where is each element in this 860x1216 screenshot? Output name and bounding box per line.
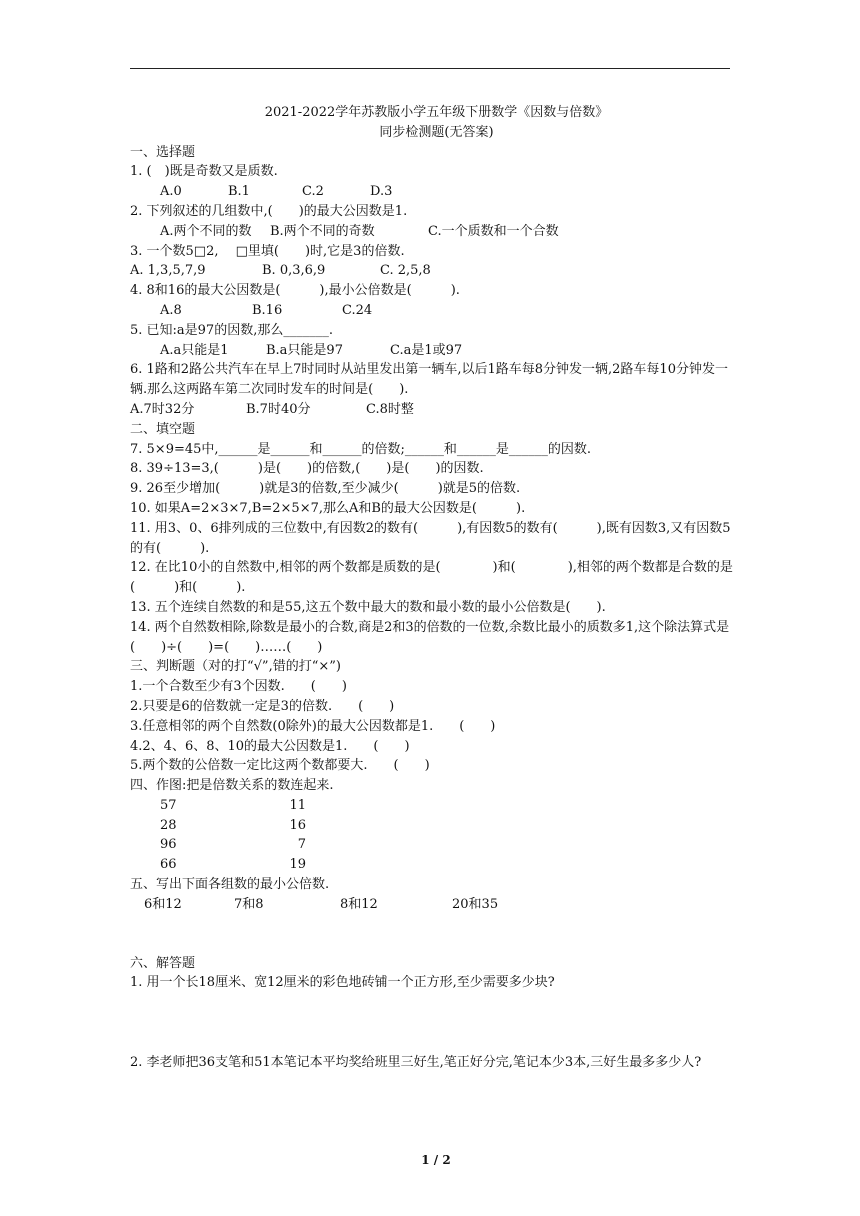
question-2: 2. 下列叙述的几组数中,( )的最大公因数是1.: [130, 203, 408, 219]
right-number: 7: [297, 837, 306, 853]
option: A. 1,3,5,7,9: [130, 263, 206, 279]
title-line-2: 同步检测题(无答案): [379, 124, 494, 140]
option: B.1: [228, 184, 250, 200]
judge-item: 1.一个合数至少有3个因数. ( ): [130, 679, 347, 695]
section-heading-lcm: 五、写出下面各组数的最小公倍数.: [130, 877, 330, 893]
section-heading-fill: 二、填空题: [130, 421, 196, 437]
lcm-group: 8和12: [340, 896, 378, 912]
question-4-options: [130, 301, 735, 321]
option: B. 0,3,6,9: [262, 263, 326, 279]
solve-question-2: 2. 李老师把36支笔和51本笔记本平均奖给班里三好生,笔正好分完,笔记本少3本,三好生最多多少人?: [130, 1055, 702, 1071]
right-number: 16: [289, 817, 306, 833]
document-body: [130, 103, 735, 1073]
question-5-options: [130, 341, 735, 361]
lcm-group: 7和8: [234, 896, 264, 912]
number-pair: [130, 835, 735, 855]
option: A.a只能是1: [160, 342, 229, 358]
solve-question-1: 1. 用一个长18厘米、宽12厘米的彩色地砖铺一个正方形,至少需要多少块?: [130, 975, 555, 991]
left-number: 96: [160, 837, 177, 853]
question-14: 14. 两个自然数相除,除数是最小的合数,商是2和3的倍数的一位数,余数比最小的质数多1,这个除法算式是 ( )÷( )=( )……( ): [130, 619, 730, 655]
section-heading-judge: 三、判断题（对的打“√”,错的打“×”): [130, 659, 341, 675]
question-13: 13. 五个连续自然数的和是55,这五个数中最大的数和最小数的最小公倍数是( ).: [130, 599, 606, 615]
left-number: 57: [160, 797, 177, 813]
option: D.3: [370, 184, 393, 200]
option: C.2: [302, 184, 324, 200]
judge-item: 2.只要是6的倍数就一定是3的倍数. ( ): [130, 698, 395, 714]
question-4: 4. 8和16的最大公因数是( ),最小公倍数是( ).: [130, 283, 460, 299]
number-pair: [130, 855, 735, 875]
question-3: 3. 一个数5□2, □里填( )时,它是3的倍数.: [130, 243, 405, 259]
question-6-options: [130, 400, 735, 420]
option: A.7时32分: [130, 401, 195, 417]
lcm-group: 20和35: [452, 896, 499, 912]
judge-item: 3.任意相邻的两个自然数(0除外)的最大公因数都是1. ( ): [130, 718, 496, 734]
section-heading-draw: 四、作图:把是倍数关系的数连起来.: [130, 778, 334, 794]
option: A.两个不同的数: [160, 223, 252, 239]
right-number: 19: [289, 857, 306, 873]
section-heading-choice: 一、选择题: [130, 144, 196, 160]
option: C.一个质数和一个合数: [428, 223, 559, 239]
question-2-options: [130, 222, 735, 242]
question-11: 11. 用3、0、6排列成的三位数中,有因数2的数有( ),有因数5的数有( ),既有因数3,又有因数5的有( ).: [130, 520, 731, 556]
option: A.8: [160, 302, 182, 318]
question-1-options: [130, 182, 735, 202]
option: B.7时40分: [246, 401, 311, 417]
lcm-group: 6和12: [144, 896, 182, 912]
header-rule: [130, 68, 730, 69]
option: C. 2,5,8: [380, 263, 431, 279]
left-number: 28: [160, 817, 177, 833]
option: B.16: [252, 302, 283, 318]
judge-item: 5.两个数的公倍数一定比这两个数都要大. ( ): [130, 758, 430, 774]
option: C.a是1或97: [390, 342, 463, 358]
option: C.8时整: [366, 401, 414, 417]
left-number: 66: [160, 857, 177, 873]
judge-item: 4.2、4、6、8、10的最大公因数是1. ( ): [130, 738, 410, 754]
page-number: 1 / 2: [421, 1153, 451, 1167]
section-heading-solve: 六、解答题: [130, 955, 196, 971]
number-pair: [130, 796, 735, 816]
question-3-options: [130, 261, 735, 281]
option: A.0: [160, 184, 182, 200]
option: B.a只能是97: [266, 342, 343, 358]
title-line-1: 2021-2022学年苏教版小学五年级下册数学《因数与倍数》: [264, 105, 609, 120]
question-8: 8. 39÷13=3,( )是( )的倍数,( )是( )的因数.: [130, 461, 484, 477]
question-5: 5. 已知:a是97的因数,那么_______.: [130, 322, 333, 338]
question-12: 12. 在比10小的自然数中,相邻的两个数都是质数的是( )和( ),相邻的两个数都是合数的是( )和( ).: [130, 560, 733, 596]
question-6: 6. 1路和2路公共汽车在早上7时同时从站里发出第一辆车,以后1路车每8分钟发一辆,2路车每10分钟发一辆.那么这两路车第二次同时发车的时间是( ).: [130, 362, 728, 398]
question-7: 7. 5×9=45中,______是______和______的倍数;______和______是______的因数.: [130, 441, 592, 457]
question-10: 10. 如果A=2×3×7,B=2×5×7,那么A和B的最大公因数是( ).: [130, 500, 526, 516]
question-9: 9. 26至少增加( )就是3的倍数,至少减少( )就是5的倍数.: [130, 481, 521, 497]
option: B.两个不同的奇数: [270, 223, 375, 239]
number-pair: [130, 816, 735, 836]
right-number: 11: [289, 797, 306, 813]
lcm-groups: [130, 895, 735, 915]
question-1: 1. ( )既是奇数又是质数.: [130, 164, 278, 180]
option: C.24: [342, 302, 373, 318]
